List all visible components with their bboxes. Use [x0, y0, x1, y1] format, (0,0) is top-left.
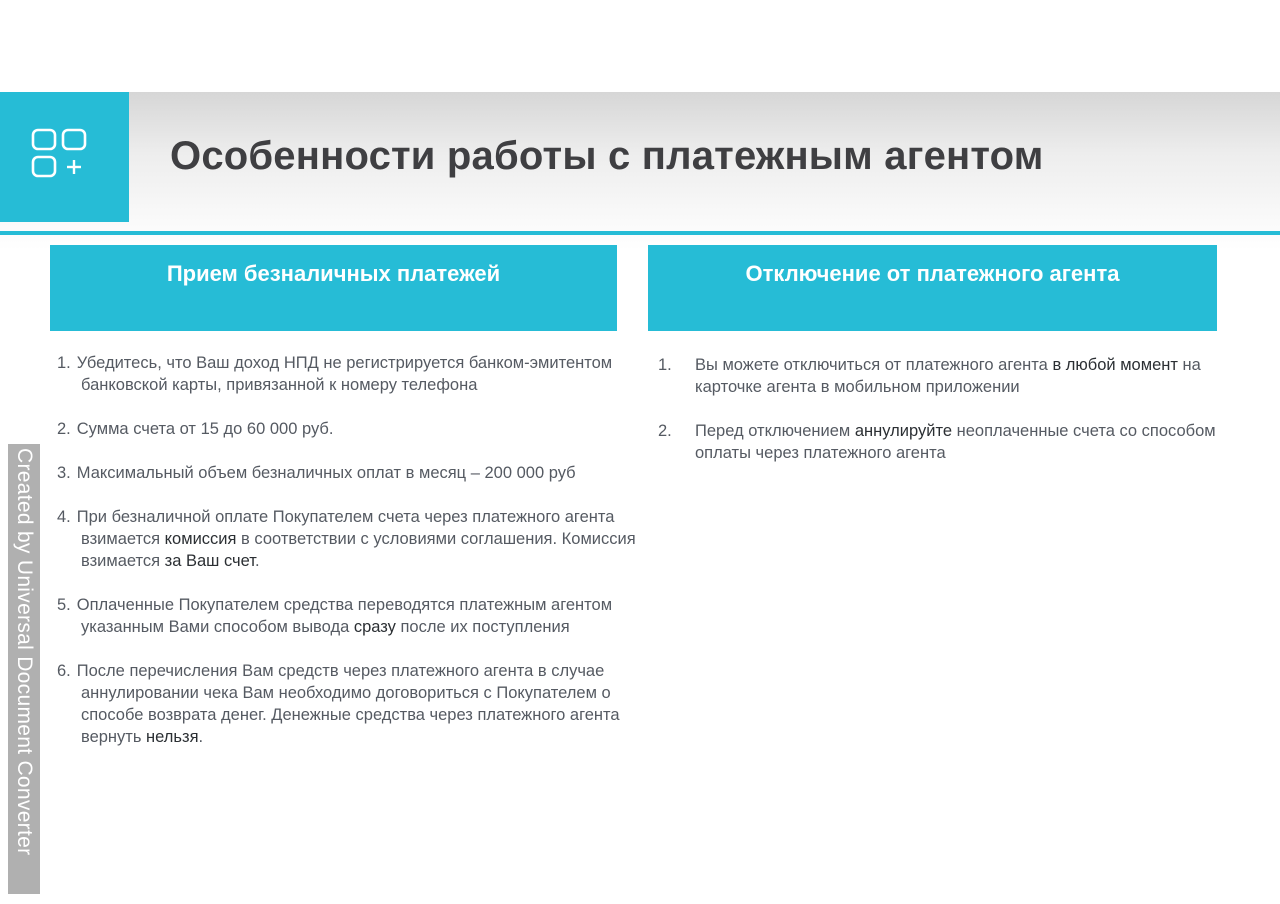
accent-line [0, 231, 1280, 235]
list-item: 5. Оплаченные Покупателем средства переводятся платежным агентом указанным Вами способом вывода сразу после их поступления [57, 596, 613, 636]
list-item: 2. Сумма счета от 15 до 60 000 руб. [57, 420, 334, 438]
page-title: Особенности работы с платежным агентом [170, 134, 1044, 178]
watermark-text: Created by Universal Document Converter [13, 448, 36, 856]
emphasis-text: аннулируйте [854, 422, 953, 440]
emphasis-text: в любой момент [1052, 356, 1178, 374]
list-item: 1. Убедитесь, что Ваш доход НПД не регистрируется банком-эмитентом банковской карты, привязанной к номеру телефона [57, 354, 613, 394]
right-panel-list [658, 354, 1218, 486]
logo-box [0, 92, 129, 222]
emphasis-text: за Ваш счет [164, 552, 256, 570]
grid-plus-icon [31, 128, 89, 178]
left-panel-list [57, 352, 657, 770]
list-item: 6. После перечисления Вам средств через платежного агента в случае аннулировании чека Вам необходимо договориться с Покупателем о способе возврата денег. Денежные средства через платежного агента вернуть нельзя. [57, 662, 620, 746]
list-item: 4. При безналичной оплате Покупателем счета через платежного агента взимается комиссия в соответствии с условиями соглашения. Комиссия взимается за Ваш счет. [57, 508, 636, 570]
list-item: 3. Максимальный объем безналичных оплат в месяц – 200 000 руб [57, 464, 576, 482]
emphasis-text: комиссия [164, 530, 237, 548]
watermark [8, 444, 40, 894]
emphasis-text: сразу [353, 618, 396, 636]
list-item: 1. Вы можете отключиться от платежного агента в любой момент на карточке агента в мобильном приложении [658, 356, 1201, 396]
emphasis-text: нельзя [146, 728, 199, 746]
right-panel-header: Отключение от платежного агента [648, 245, 1217, 331]
list-item: 2. Перед отключением аннулируйте неоплаченные счета со способом оплаты через платежного агента [658, 422, 1216, 462]
left-panel-header: Прием безналичных платежей [50, 245, 617, 331]
